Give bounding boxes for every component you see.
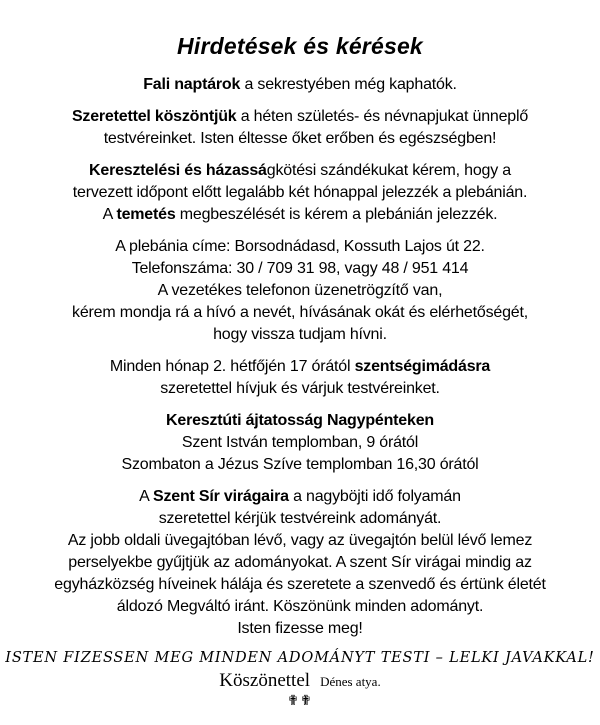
text-line <box>4 106 596 128</box>
paragraph <box>4 410 596 476</box>
text-line <box>4 74 596 96</box>
text-segment: Keresztúti ájtatosság Nagypénteken <box>166 412 434 429</box>
text-line <box>4 356 596 378</box>
paragraph <box>4 486 596 640</box>
footer <box>4 650 596 709</box>
text-segment: Szombaton a Jézus Szíve templomban 16,30 órától <box>121 456 479 473</box>
text-line <box>4 486 596 508</box>
text-segment: Isten fizesse meg! <box>237 620 363 637</box>
text-segment: temetés <box>116 206 176 223</box>
text-segment: Minden hónap 2. hétfőjén 17 órától <box>109 358 355 375</box>
text-segment: egyházközség híveinek hálája és szeretete a szenvedő és értünk életét <box>54 576 546 593</box>
text-segment: A vezetékes telefonon üzenetrögzítő van, <box>157 282 443 299</box>
text-segment: a nagyböjti idő folyamán <box>288 488 461 505</box>
signature-main: Köszönettel <box>219 670 311 691</box>
text-line <box>4 182 596 204</box>
cross-icons: ✟✟ <box>287 693 313 709</box>
announcement-paragraphs <box>4 74 596 640</box>
text-segment: kérem mondja rá a hívó a nevét, hívásának okát és elérhetőségét, <box>72 304 528 321</box>
text-line <box>4 410 596 432</box>
text-line <box>4 204 596 226</box>
text-line <box>4 574 596 596</box>
text-segment: hogy vissza tudjam hívni. <box>213 326 387 343</box>
text-segment: Szent István templomban, 9 órától <box>181 434 419 451</box>
signature-line <box>4 670 596 692</box>
text-line <box>4 552 596 574</box>
text-line <box>4 128 596 150</box>
text-line <box>4 508 596 530</box>
text-line <box>4 160 596 182</box>
text-segment: gkötési szándékukat kérem, hogy a <box>266 162 511 179</box>
paragraph <box>4 160 596 226</box>
text-line <box>4 378 596 400</box>
text-segment: a sekrestyében még kaphatók. <box>240 76 457 93</box>
text-line <box>4 618 596 640</box>
text-segment: szentségimádásra <box>354 358 491 375</box>
text-segment: A <box>139 488 153 505</box>
text-segment: szeretettel hívjuk és várjuk testvéreinket. <box>160 380 440 397</box>
text-segment: Szeretettel köszöntjük <box>71 108 237 125</box>
text-line <box>4 236 596 258</box>
text-line <box>4 530 596 552</box>
text-segment: a héten születés- és névnapjukat ünneplő <box>236 108 529 125</box>
text-line <box>4 596 596 618</box>
text-line <box>4 324 596 346</box>
text-segment: áldozó Megváltó iránt. Köszönünk minden adományt. <box>116 598 484 615</box>
text-segment: Fali naptárok <box>143 76 241 93</box>
text-segment: Telefonszáma: 30 / 709 31 98, vagy 48 / 951 414 <box>131 260 469 277</box>
text-segment: tervezett időpont előtt legalább két hónappal jelezzék a plebánián. <box>72 184 528 201</box>
paragraph <box>4 74 596 96</box>
paragraph <box>4 106 596 150</box>
text-line <box>4 454 596 476</box>
blessing-line: ISTEN FIZESSEN MEG MINDEN ADOMÁNYT TESTI – LELKI JAVAKKAL! <box>5 650 595 666</box>
text-segment: A plebánia címe: Borsodnádasd, Kossuth Lajos út 22. <box>115 238 485 255</box>
text-segment: perselyekbe gyűjtjük az adományokat. A szent Sír virágai mindig az <box>68 554 532 571</box>
text-segment: Keresztelési és házassá <box>89 162 267 179</box>
paragraph <box>4 356 596 400</box>
text-line <box>4 302 596 324</box>
text-segment: Az jobb oldali üvegajtóban lévő, vagy az üvegajtón belül lévő lemez <box>67 532 533 549</box>
signature-sub: Dénes atya. <box>320 674 381 689</box>
text-segment: A <box>102 206 117 223</box>
text-line <box>4 280 596 302</box>
text-segment: testvéreinket. Isten éltesse őket erőben és egészségben! <box>103 130 497 147</box>
text-segment: Szent Sír virágaira <box>153 488 289 505</box>
text-line <box>4 258 596 280</box>
text-segment: szeretettel kérjük testvéreink adományát. <box>158 510 442 527</box>
page-title: Hirdetések és kérések <box>177 33 423 59</box>
text-line <box>4 432 596 454</box>
paragraph <box>4 236 596 346</box>
text-segment: megbeszélését is kérem a plebánián jelezzék. <box>175 206 498 223</box>
